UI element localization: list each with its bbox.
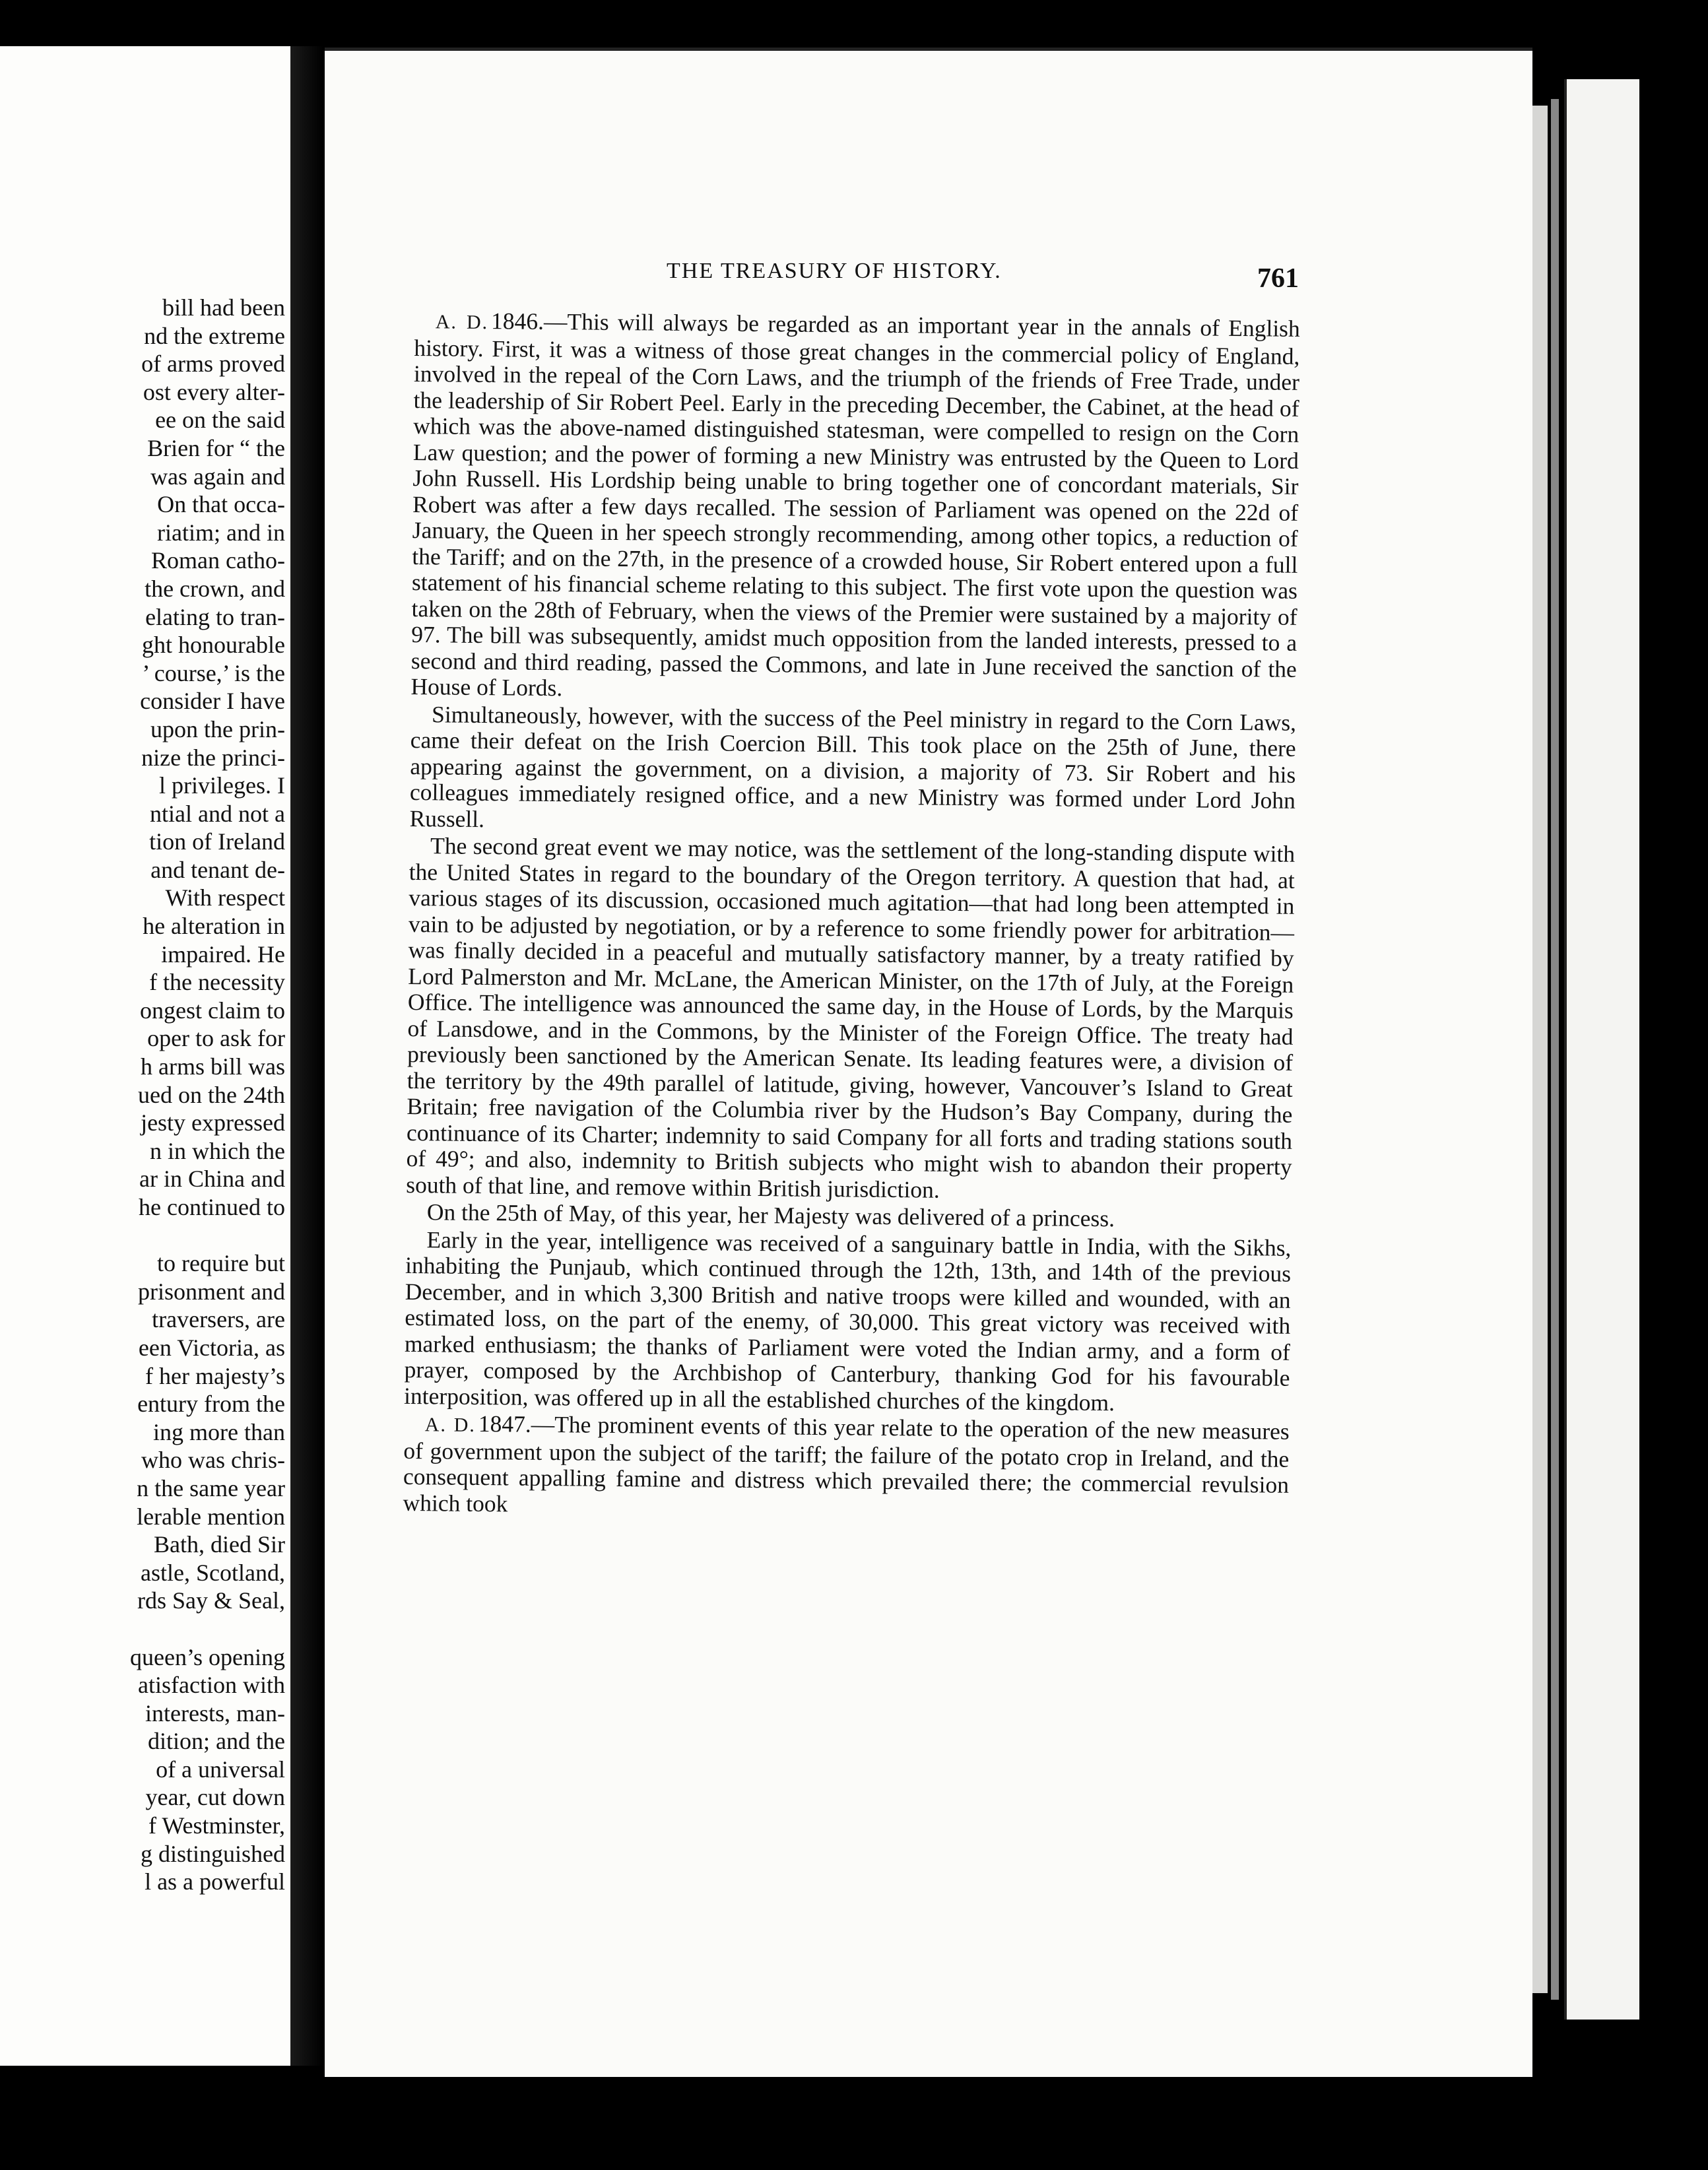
left-page-line: interests, man-	[145, 1699, 285, 1726]
paragraph-text: 1847.—The prominent events of this year relate to the operation of the new measures of government upon the subject of the tariff; the failure of the potato crop in Ireland, and the consequent appalling famine and distress which prevailed there; the commercial revulsion which took	[403, 1410, 1290, 1517]
paragraph-text: 1846.—This will always be regarded as an important year in the annals of English history. First, it was a witness of those great changes in the commercial policy of England, involved in the repeal of the Corn Laws, and the triumph of the friends of Free Trade, under the leadership of Sir Robert Peel. Early in the preceding December, the Cabinet, at the head of which was the above-named distinguished statesman, were compelled to resign on the Corn Law question; and the power of forming a new Ministry was entrusted by the Queen to Lord John Russell. His Lordship being unable to bring together one of concordant materials, Sir Robert was after a few days recalled. The session of Parliament was opened on the 22d of January, the Queen in her speech strongly recommending, among other topics, a reduction of the Tariff; and on the 27th, in the presence of a crowded house, Sir Robert entered upon a full statement of his financial scheme relating to this subject. The first vote upon the question was taken on the 28th of February, when the views of the Premier were sustained by a majority of 97. The bill was subsequently, amidst much opposition from the landed interests, pressed to a second and third reading, passed the Commons, and late in June received the sanction of the House of Lords.	[411, 308, 1300, 702]
left-page-line: of a universal	[156, 1756, 285, 1783]
left-page-line	[0, 1222, 285, 1250]
left-page-line: year, cut down	[145, 1784, 285, 1811]
left-page-line: nize the princi-	[141, 744, 285, 771]
left-page-line: l privileges. I	[159, 772, 285, 799]
left-page-line: f her majesty’s	[145, 1362, 285, 1389]
left-page	[0, 46, 294, 2066]
left-page-line: lerable mention	[137, 1503, 285, 1530]
left-page-line: ntial and not a	[150, 800, 285, 827]
paragraph	[406, 833, 1295, 1206]
left-page-line: ght honourable	[142, 632, 285, 659]
left-page-line: h arms bill was	[141, 1053, 285, 1080]
running-title: THE TREASURY OF HISTORY.	[667, 259, 1002, 283]
page-edge	[1564, 79, 1639, 2020]
left-page-line: ost every alter-	[143, 378, 285, 405]
left-page-line: he alteration in	[143, 913, 285, 940]
left-page-line: f the necessity	[149, 969, 285, 996]
left-page-line: ar in China and	[139, 1166, 285, 1193]
left-page-line: riatim; and in	[157, 519, 285, 546]
left-page-line: queen’s opening	[130, 1643, 285, 1670]
paragraph-text: Early in the year, intelligence was received of a sanguinary battle in India, with the Sikhs, inhabiting the Punjaub, which continued through the 12th, 13th, and 14th of the previous December, and in which 3,300 British and native troops were killed and wounded, with an estimated loss, on the part of the enemy, of 30,000. This great victory was received with marked enthusiasm; the thanks of Parliament were voted the Indian army, and a form of prayer, composed by the Archbishop of Canterbury, thanking God for his favourable interposition, was offered up in all the established churches of the kingdom.	[403, 1226, 1292, 1416]
book-gutter	[290, 46, 323, 2066]
paragraph	[411, 308, 1300, 708]
left-page-line: Brien for “ the	[147, 434, 285, 461]
left-page-line: prisonment and	[138, 1278, 285, 1305]
left-page-line: atisfaction with	[138, 1672, 285, 1699]
paragraph	[409, 701, 1296, 839]
left-page-line: the crown, and	[145, 575, 285, 602]
left-page-line: ’ course,’ is the	[142, 659, 285, 686]
left-page-line	[0, 1615, 285, 1643]
left-page-line: upon the prin-	[150, 715, 285, 742]
left-page-line: tion of Ireland	[149, 828, 285, 855]
left-page-line: he continued to	[139, 1194, 285, 1220]
era-label: A. D.	[424, 1414, 476, 1436]
left-page-line: dition; and the	[148, 1728, 285, 1755]
left-page-line: to require but	[157, 1250, 285, 1277]
left-page-line: n the same year	[137, 1474, 285, 1501]
page-number: 761	[1257, 263, 1299, 294]
page-edge	[1551, 99, 1559, 2000]
left-page-line: impaired. He	[161, 940, 285, 968]
left-page-line: Bath, died Sir	[154, 1531, 285, 1558]
left-page-line: l as a powerful	[145, 1868, 285, 1895]
left-page-line: On that occa-	[157, 491, 285, 518]
left-page-line: een Victoria, as	[138, 1334, 285, 1361]
left-page-line: astle, Scotland,	[141, 1559, 285, 1586]
paragraph-text: On the 25th of May, of this year, her Majesty was delivered of a princess.	[426, 1199, 1115, 1232]
left-page-line: who was chris-	[141, 1447, 285, 1474]
left-page-line: f Westminster,	[148, 1812, 285, 1839]
paragraph-text: Simultaneously, however, with the success of the Peel ministry in regard to the Corn Laws, came their defeat on the Irish Coercion Bill. This took place on the 25th of June, there appearing against the government, on a division, a majority of 73. Sir Robert and his colleagues immediately resigned office, and a new Ministry was formed under Lord John Russell.	[409, 700, 1297, 832]
left-page-line: consider I have	[140, 688, 285, 715]
left-page-text	[0, 294, 285, 1896]
left-page-line: jesty expressed	[141, 1109, 285, 1136]
era-label: A. D.	[435, 311, 489, 334]
body-text	[403, 308, 1300, 1525]
left-page-line: nd the extreme	[144, 322, 285, 349]
paragraph	[404, 1226, 1292, 1417]
left-page-line: and tenant de-	[150, 856, 285, 883]
left-page-line: entury from the	[137, 1391, 285, 1418]
left-page-line: was again and	[150, 463, 285, 490]
left-page-line: ued on the 24th	[138, 1081, 285, 1108]
paragraph	[403, 1410, 1289, 1525]
left-page-line: ing more than	[153, 1418, 285, 1445]
left-page-line: Roman catho-	[151, 547, 285, 574]
left-page-line: oper to ask for	[147, 1025, 285, 1052]
left-page-line: elating to tran-	[145, 603, 285, 630]
left-page-line: of arms proved	[141, 350, 285, 378]
left-page-line: ongest claim to	[140, 997, 285, 1024]
paragraph-text: The second great event we may notice, was the settlement of the long-standing dispute with the United States in regard to the boundary of the Oregon territory. A question that had, at various stages of its discussion, occasioned much agitation—that had long been attempted in vain to be adjusted by negotiation, or by a reference to some friendly power for arbitration—was finally decided in a peaceful and mutually satisfactory manner, by a treaty ratified by Lord Palmerston and Mr. McLane, the American Minister, on the 17th of July, at the Foreign Office. The intelligence was announced the same day, in the House of Lords, by the Marquis of Lansdowe, and in the Commons, by the Minister of the Foreign Office. The treaty had previously been sanctioned by the American Senate. Its leading features were, a division of the territory by the 49th parallel of latitude, giving, however, Vancouver’s Island to Great Britain; free navigation of the Columbia river by the Hudson’s Bay Company, during the continuance of its Charter; indemnity to said Company for all forts and trading stations south of 49°; and also, indemnity to British subjects who might wish to abandon their property south of that line, and remove within British jurisdiction.	[406, 832, 1296, 1203]
left-page-line: ee on the said	[155, 407, 285, 434]
left-page-line: bill had been	[162, 294, 285, 321]
left-page-line: g distinguished	[140, 1840, 285, 1867]
left-page-line: traversers, are	[152, 1306, 285, 1333]
left-page-line: rds Say & Seal,	[137, 1587, 285, 1614]
left-page-line: n in which the	[150, 1137, 285, 1164]
left-page-line: With respect	[165, 884, 285, 911]
